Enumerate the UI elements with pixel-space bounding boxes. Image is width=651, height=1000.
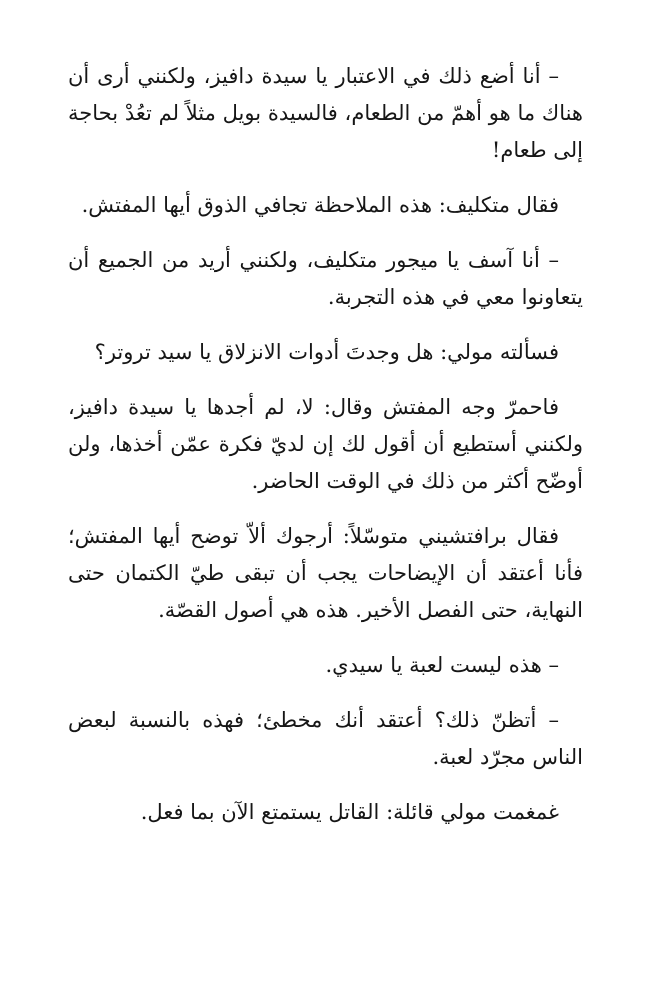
- paragraph-6: فقال برافتشيني متوسّلاً: أرجوك ألاّ توضح أيها المفتش؛ فأنا أعتقد أن الإيضاحات يجب أن تبقى طيّ الكتمان حتى النهاية، حتى الفصل الأخير. هذه هي أصول القصّة.: [68, 524, 583, 622]
- paragraph-8: – أتظنّ ذلك؟ أعتقد أنك مخطئ؛ فهذه بالنسبة لبعض الناس مجرّد لعبة.: [68, 708, 583, 769]
- paragraph-3: – أنا آسف يا ميجور متكليف، ولكنني أريد من الجميع أن يتعاونوا معي في هذه التجربة.: [68, 248, 583, 309]
- paragraph-5: فاحمرّ وجه المفتش وقال: لا، لم أجدها يا سيدة دافيز، ولكنني أستطيع أن أقول لك إن لديّ فكرة عمّن أخذها، ولن أوضّح أكثر من ذلك في الوقت الحاضر.: [68, 395, 583, 493]
- paragraph-7: – هذه ليست لعبة يا سيدي.: [325, 653, 559, 677]
- paragraph-2: فقال متكليف: هذه الملاحظة تجافي الذوق أيها المفتش.: [81, 193, 559, 217]
- paragraph-9: غمغمت مولي قائلة: القاتل يستمتع الآن بما فعل.: [140, 800, 559, 824]
- paragraph-4: فسألته مولي: هل وجدتَ أدوات الانزلاق يا سيد تروتر؟: [94, 340, 559, 364]
- book-page-text: [68, 58, 583, 831]
- paragraph-1: – أنا أضع ذلك في الاعتبار يا سيدة دافيز، ولكنني أرى أن هناك ما هو أهمّ من الطعام، فالسيدة بويل مثلاً لم تعُدْ بحاجة إلى طعام!: [68, 64, 583, 162]
